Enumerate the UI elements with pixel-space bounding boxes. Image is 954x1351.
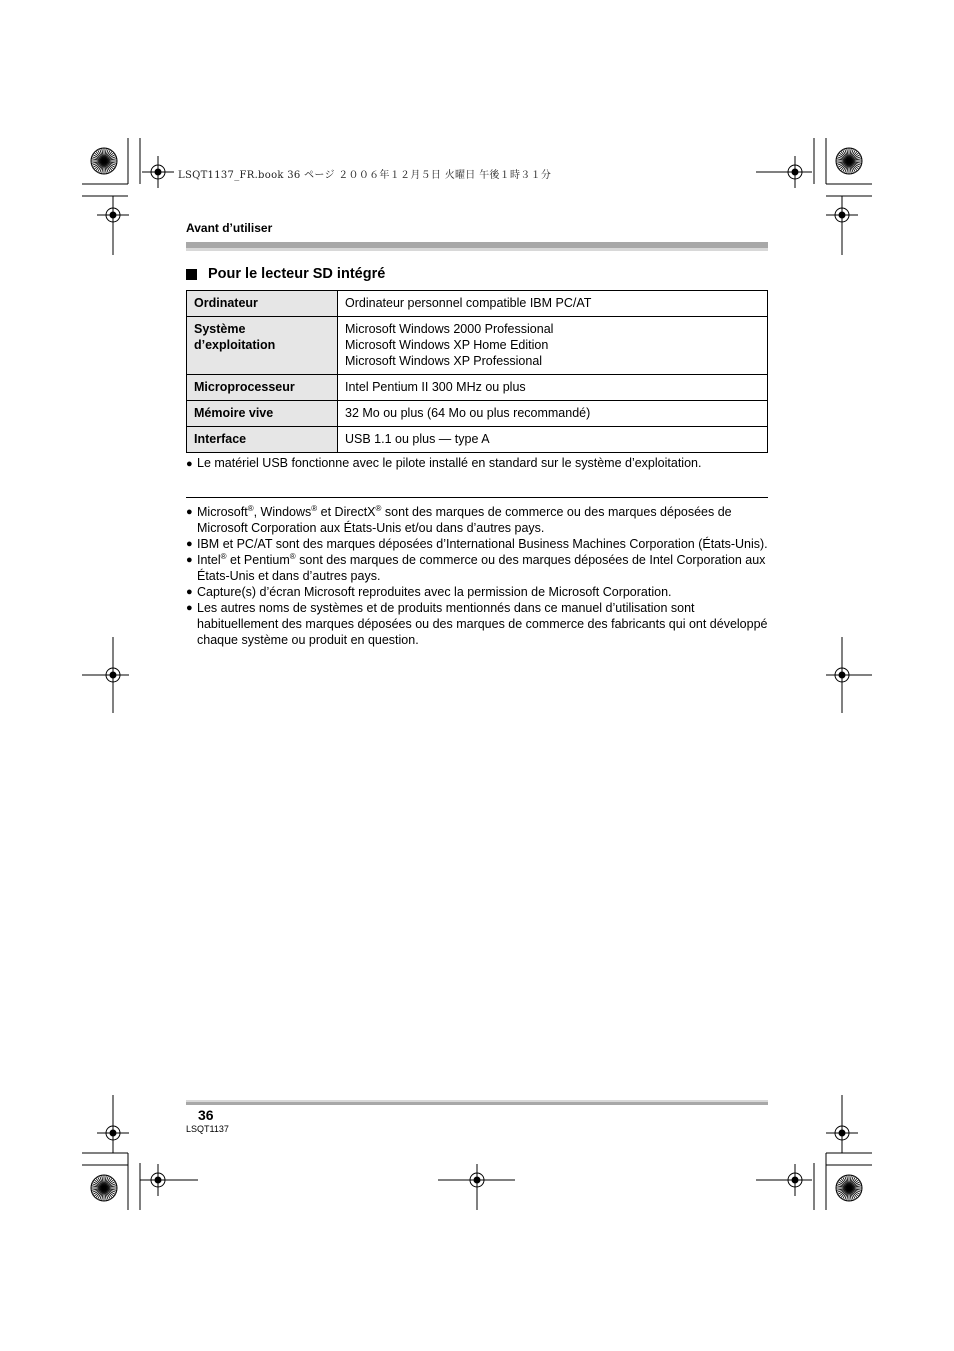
row-value	[338, 401, 768, 427]
bullet-icon: ●	[186, 602, 193, 614]
tm-text: et Pentium	[226, 553, 290, 567]
bullet-icon: ●	[186, 554, 193, 566]
row-value	[338, 317, 768, 375]
section-heading	[186, 266, 385, 282]
table-row	[187, 427, 768, 453]
value-line: USB 1.1 ou plus — type A	[345, 432, 490, 446]
list-item	[186, 552, 768, 584]
row-value	[338, 427, 768, 453]
value-line: Ordinateur personnel compatible IBM PC/AT	[345, 296, 592, 310]
table-row	[187, 375, 768, 401]
list-item	[186, 504, 768, 536]
section-heading-text: Pour le lecteur SD intégré	[208, 266, 386, 282]
tm-text: IBM et PC/AT sont des marques déposées d’International Business Machines Corporation (États-Unis).	[197, 537, 768, 551]
header-rule	[186, 242, 768, 251]
usb-note-text: Le matériel USB fonctionne avec le pilote installé en standard sur le système d’exploitation.	[197, 456, 702, 470]
tm-text: , Windows	[253, 505, 312, 519]
row-value	[338, 291, 768, 317]
section-label: Avant d’utiliser	[186, 221, 273, 235]
page-number: 36	[198, 1107, 214, 1123]
bullet-icon: ●	[186, 458, 193, 470]
bullet-icon: ●	[186, 538, 193, 550]
value-line: Intel Pentium II 300 MHz ou plus	[345, 380, 526, 394]
table-row	[187, 401, 768, 427]
registered-mark: ®	[375, 503, 382, 513]
divider	[186, 497, 768, 498]
registered-mark: ®	[220, 551, 227, 561]
footer-rule	[186, 1100, 768, 1105]
row-value	[338, 375, 768, 401]
row-label: Ordinateur	[187, 291, 338, 317]
row-label-text: Système d’exploitation	[194, 322, 276, 352]
list-item	[186, 600, 768, 648]
table-row	[187, 317, 768, 375]
row-label: Microprocesseur	[187, 375, 338, 401]
table-row	[187, 291, 768, 317]
tm-text: Intel	[197, 553, 221, 567]
square-bullet-icon	[186, 269, 197, 280]
registered-mark: ®	[289, 551, 296, 561]
requirements-table	[186, 290, 768, 453]
row-label	[187, 317, 338, 375]
row-label: Interface	[187, 427, 338, 453]
registered-mark: ®	[311, 503, 318, 513]
value-line: Microsoft Windows XP Home Edition	[345, 338, 549, 352]
tm-text: Capture(s) d’écran Microsoft reproduites avec la permission de Microsoft Corporation.	[197, 585, 672, 599]
value-line: Microsoft Windows XP Professional	[345, 354, 543, 368]
bullet-icon: ●	[186, 586, 193, 598]
row-label: Mémoire vive	[187, 401, 338, 427]
value-line: Microsoft Windows 2000 Professional	[345, 322, 554, 336]
trademark-list	[186, 504, 768, 648]
model-code: LSQT1137	[186, 1124, 229, 1134]
tm-text: sont des marques de commerce ou des marques déposées de Intel Corporation aux États-Unis et dans d’autres pays.	[197, 553, 766, 583]
bullet-icon: ●	[186, 506, 193, 518]
print-header: LSQT1137_FR.book 36 ページ ２００６年１２月５日 火曜日 午後１時３１分	[178, 170, 552, 181]
tm-text: Microsoft	[197, 505, 248, 519]
list-item	[186, 536, 768, 552]
tm-text: et DirectX	[317, 505, 376, 519]
registered-mark: ®	[247, 503, 254, 513]
value-line: 32 Mo ou plus (64 Mo ou plus recommandé)	[345, 406, 591, 420]
tm-text: Les autres noms de systèmes et de produits mentionnés dans ce manuel d’utilisation sont habituellement des marques déposées ou des marques de commerce des fabricants qui ont développé chaque système ou produit en question.	[197, 601, 768, 647]
usb-note	[186, 455, 701, 472]
list-item	[186, 584, 768, 600]
tm-text: sont des marques de commerce ou des marques déposées de Microsoft Corporation aux États-Unis et/ou dans d’autres pays.	[197, 505, 732, 535]
